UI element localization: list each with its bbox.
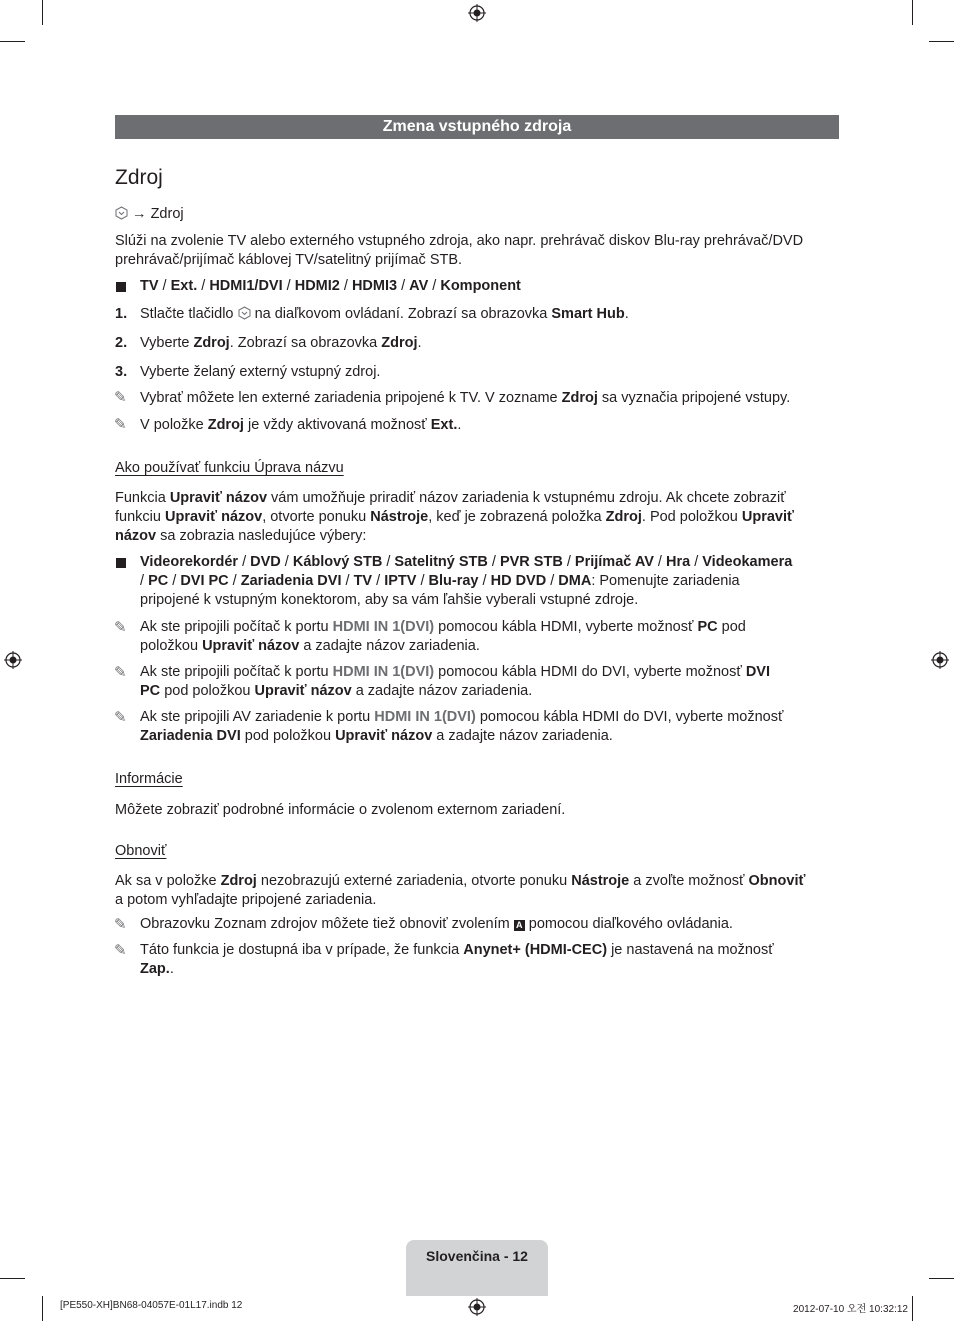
crop-mark (912, 0, 913, 25)
note-icon: ✎ (114, 619, 127, 636)
path-label: Zdroj (150, 206, 184, 222)
a-button-icon: A (514, 920, 525, 931)
note: Ak ste pripojili AV zariadenie k portu HDMI IN 1(DVI) pomocou kábla HDMI do DVI, vyberte možnosť Zariadenia DVI pod položkou Upraviť názov a zadajte názov zariadenia. (140, 709, 784, 744)
crop-mark (42, 0, 43, 25)
note: Táto funkcia je dostupná iba v prípade, že funkcia Anynet+ (HDMI-CEC) je nastavená na možnosť Zap.. (140, 942, 774, 977)
registration-mark-icon (468, 1298, 486, 1316)
note-icon: ✎ (114, 416, 127, 433)
page-number-tab: Slovenčina - 12 (406, 1240, 548, 1296)
source-icon (115, 206, 128, 220)
crop-mark (912, 1296, 913, 1321)
device-list: Videorekordér / DVD / Káblový STB / Satelitný STB / PVR STB / Prijímač AV / Hra / Videokamera / PC / DVI PC / Zariadenia DVI / TV / IPTV / Blu-ray / HD DVD / DMA: Pomenujte zariadenia pripojené k vstupným konektorom, aby sa vám ľahšie vyberali vstupné zdroje. (140, 554, 793, 608)
note: Vybrať môžete len externé zariadenia pripojené k TV. V zozname Zdroj sa vyznačia pripojené vstupy. (140, 390, 791, 406)
registration-mark-icon (931, 651, 949, 669)
path-arrow: → (132, 206, 147, 222)
crop-mark (0, 1278, 25, 1279)
step-number: 1. (115, 306, 128, 322)
crop-mark (0, 41, 25, 42)
edit-paragraph: Funkcia Upraviť názov vám umožňuje priradiť názov zariadenia k vstupnému zdroju. Ak chcete zobraziť funkciu Upraviť názov, otvorte ponuku Nástroje, keď je zobrazená položka Zdroj. Pod položkou Upraviť názov sa zobrazia nasledujúce výbery: (115, 490, 794, 544)
step-number: 3. (115, 364, 128, 380)
registration-mark-icon (4, 651, 22, 669)
crop-mark (42, 1296, 43, 1321)
crop-mark (929, 1278, 954, 1279)
step-2: Vyberte Zdroj. Zobrazí sa obrazovka Zdroj. (140, 335, 422, 351)
step-3: Vyberte želaný externý vstupný zdroj. (140, 364, 381, 380)
note-icon: ✎ (114, 916, 127, 933)
note-icon: ✎ (114, 709, 127, 726)
section-heading: Ako používať funkciu Úprava názvu (115, 460, 344, 476)
registration-mark-icon (468, 4, 486, 22)
source-list: TV / Ext. / HDMI1/DVI / HDMI2 / HDMI3 / AV / Komponent (140, 278, 521, 294)
section-heading: Obnoviť (115, 843, 167, 859)
step-1: Stlačte tlačidlo na diaľkovom ovládaní. Zobrazí sa obrazovka Smart Hub. (140, 306, 629, 322)
info-text: Môžete zobraziť podrobné informácie o zvolenom externom zariadení. (115, 802, 566, 818)
note-icon: ✎ (114, 942, 127, 959)
bullet-square (116, 558, 126, 568)
source-icon (238, 306, 251, 320)
intro-text: Slúži na zvolenie TV alebo externého vstupného zdroja, ako napr. prehrávač diskov Blu-ray prehrávač/DVD prehrávač/prijímač káblovej TV/satelitný prijímač STB. (115, 233, 804, 268)
section-bar-title: Zmena vstupného zdroja (115, 115, 839, 139)
note-icon: ✎ (114, 664, 127, 681)
note-icon: ✎ (114, 389, 127, 406)
note: V položke Zdroj je vždy aktivovaná možnosť Ext.. (140, 417, 462, 433)
bullet-square (116, 282, 126, 292)
step-number: 2. (115, 335, 128, 351)
file-info: [PE550-XH]BN68-04057E-01L17.indb 12 (60, 1300, 243, 1311)
print-date: 2012-07-10 오전 10:32:12 (793, 1304, 908, 1315)
note: Obrazovku Zoznam zdrojov môžete tiež obnoviť zvolením A pomocou diaľkového ovládania. (140, 916, 733, 932)
section-heading: Informácie (115, 771, 183, 787)
crop-mark (929, 41, 954, 42)
menu-path (115, 205, 839, 224)
page-title: Zdroj (115, 166, 163, 189)
note: Ak ste pripojili počítač k portu HDMI IN 1(DVI) pomocou kábla HDMI, vyberte možnosť PC pod položkou Upraviť názov a zadajte názov zariadenia. (140, 619, 746, 654)
note: Ak ste pripojili počítač k portu HDMI IN 1(DVI) pomocou kábla HDMI do DVI, vyberte možnosť DVI PC pod položkou Upraviť názov a zadajte názov zariadenia. (140, 664, 770, 699)
refresh-paragraph: Ak sa v položke Zdroj nezobrazujú externé zariadenia, otvorte ponuku Nástroje a zvoľte možnosť Obnoviť a potom vyhľadajte pripojené zariadenia. (115, 873, 806, 908)
